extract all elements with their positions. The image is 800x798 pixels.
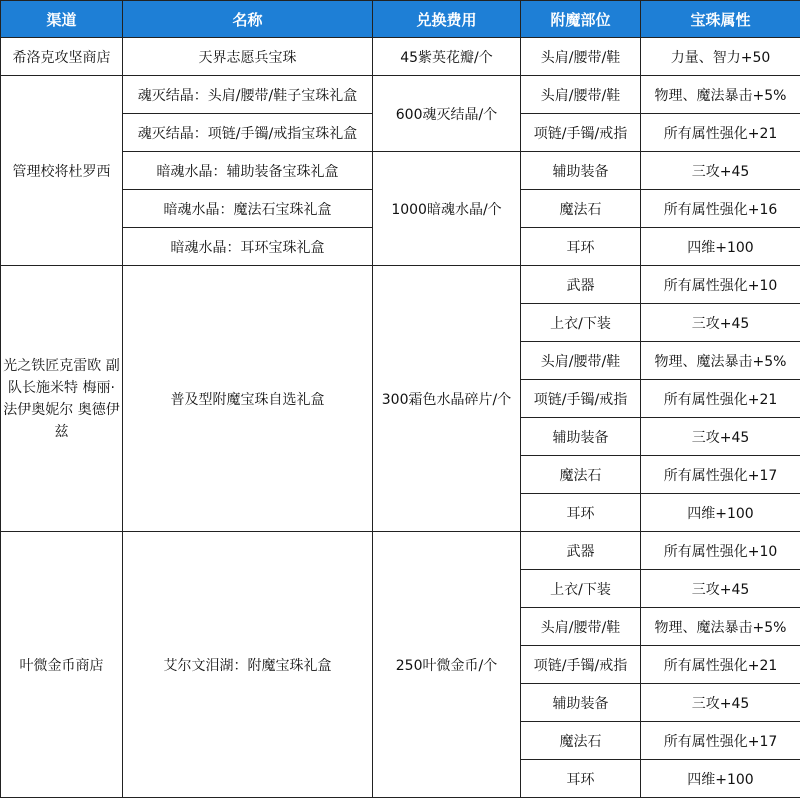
enchant-slot-cell: 武器 [521, 532, 641, 570]
table-row [1, 76, 800, 114]
cost-cell: 600魂灭结晶/个 [373, 76, 521, 152]
orb-attribute-cell: 物理、魔法暴击+5% [641, 342, 800, 380]
cost-cell: 250叶微金币/个 [373, 532, 521, 798]
orb-attribute-cell: 三攻+45 [641, 304, 800, 342]
header-orb-attribute: 宝珠属性 [641, 1, 800, 38]
enchant-slot-cell: 魔法石 [521, 190, 641, 228]
channel-cell: 叶微金币商店 [1, 532, 123, 798]
item-name-cell: 暗魂水晶：耳环宝珠礼盒 [123, 228, 373, 266]
channel-cell: 管理校将杜罗西 [1, 76, 123, 266]
enchant-slot-cell: 辅助装备 [521, 152, 641, 190]
orb-attribute-cell: 三攻+45 [641, 152, 800, 190]
orb-attribute-cell: 四维+100 [641, 228, 800, 266]
item-name-cell: 魂灭结晶：项链/手镯/戒指宝珠礼盒 [123, 114, 373, 152]
item-name-cell: 暗魂水晶：辅助装备宝珠礼盒 [123, 152, 373, 190]
enchant-slot-cell: 辅助装备 [521, 418, 641, 456]
table-row [1, 266, 800, 304]
orb-attribute-cell: 物理、魔法暴击+5% [641, 608, 800, 646]
enchant-slot-cell: 武器 [521, 266, 641, 304]
item-name-cell: 普及型附魔宝珠自选礼盒 [123, 266, 373, 532]
enchant-slot-cell: 项链/手镯/戒指 [521, 380, 641, 418]
enchant-slot-cell: 头肩/腰带/鞋 [521, 342, 641, 380]
channel-cell: 希洛克攻坚商店 [1, 38, 123, 76]
enchant-slot-cell: 魔法石 [521, 456, 641, 494]
enchant-slot-cell: 耳环 [521, 228, 641, 266]
header-name: 名称 [123, 1, 373, 38]
enchant-slot-cell: 头肩/腰带/鞋 [521, 38, 641, 76]
enchant-slot-cell: 头肩/腰带/鞋 [521, 608, 641, 646]
enchant-slot-cell: 项链/手镯/戒指 [521, 114, 641, 152]
orb-attribute-cell: 物理、魔法暴击+5% [641, 76, 800, 114]
orb-attribute-cell: 所有属性强化+10 [641, 266, 800, 304]
item-name-cell: 天界志愿兵宝珠 [123, 38, 373, 76]
orb-attribute-cell: 所有属性强化+16 [641, 190, 800, 228]
header-row [1, 1, 800, 38]
header-cost: 兑换费用 [373, 1, 521, 38]
table-row [1, 532, 800, 570]
enchant-slot-cell: 上衣/下装 [521, 304, 641, 342]
item-name-cell: 魂灭结晶：头肩/腰带/鞋子宝珠礼盒 [123, 76, 373, 114]
channel-cell: 光之铁匠克雷欧 副队长施米特 梅丽·法伊奥妮尔 奥德伊兹 [1, 266, 123, 532]
enchant-slot-cell: 头肩/腰带/鞋 [521, 76, 641, 114]
header-channel: 渠道 [1, 1, 123, 38]
cost-cell: 1000暗魂水晶/个 [373, 152, 521, 266]
item-name-cell: 暗魂水晶：魔法石宝珠礼盒 [123, 190, 373, 228]
item-name-cell: 艾尔文泪湖：附魔宝珠礼盒 [123, 532, 373, 798]
enchant-slot-cell: 上衣/下装 [521, 570, 641, 608]
orb-attribute-cell: 四维+100 [641, 760, 800, 798]
cost-cell: 45紫英花瓣/个 [373, 38, 521, 76]
enchant-slot-cell: 辅助装备 [521, 684, 641, 722]
orb-attribute-cell: 所有属性强化+17 [641, 722, 800, 760]
orb-attribute-cell: 四维+100 [641, 494, 800, 532]
enchant-slot-cell: 耳环 [521, 494, 641, 532]
orb-attribute-cell: 所有属性强化+21 [641, 114, 800, 152]
orb-attribute-cell: 所有属性强化+21 [641, 380, 800, 418]
orb-attribute-cell: 三攻+45 [641, 418, 800, 456]
orb-attribute-cell: 力量、智力+50 [641, 38, 800, 76]
header-enchant-slot: 附魔部位 [521, 1, 641, 38]
enchant-slot-cell: 项链/手镯/戒指 [521, 646, 641, 684]
table-row [1, 38, 800, 76]
orb-attribute-cell: 所有属性强化+17 [641, 456, 800, 494]
enchant-slot-cell: 耳环 [521, 760, 641, 798]
orb-attribute-cell: 三攻+45 [641, 684, 800, 722]
enchant-slot-cell: 魔法石 [521, 722, 641, 760]
cost-cell: 300霜色水晶碎片/个 [373, 266, 521, 532]
orb-attribute-cell: 所有属性强化+21 [641, 646, 800, 684]
orb-attribute-cell: 三攻+45 [641, 570, 800, 608]
orb-attribute-cell: 所有属性强化+10 [641, 532, 800, 570]
